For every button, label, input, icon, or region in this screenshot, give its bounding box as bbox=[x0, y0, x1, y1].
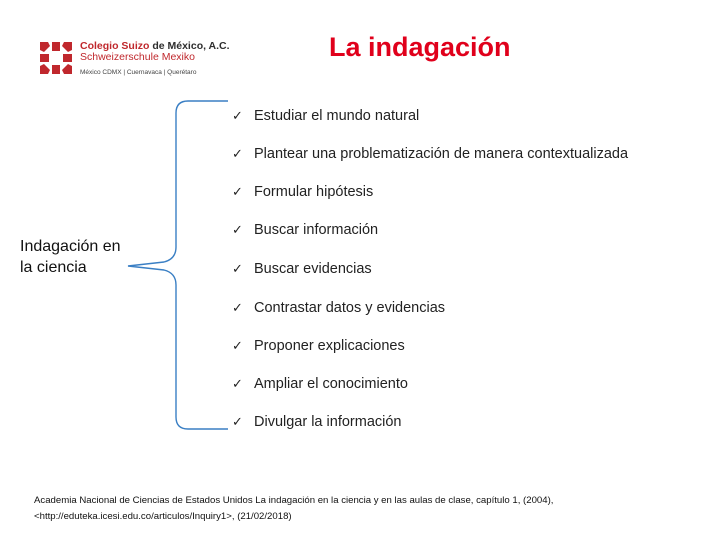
checkmark-icon: ✓ bbox=[232, 300, 243, 315]
checkmark-icon: ✓ bbox=[232, 338, 243, 353]
list-item-text: Buscar información bbox=[254, 222, 379, 238]
side-label: Indagación en la ciencia bbox=[20, 238, 121, 276]
list-item-text: Proponer explicaciones bbox=[254, 338, 405, 354]
checkmark-icon: ✓ bbox=[232, 414, 243, 429]
list-item bbox=[232, 146, 628, 162]
list-item bbox=[232, 108, 419, 124]
list-item bbox=[232, 414, 401, 430]
citation-line-1: Academia Nacional de Ciencias de Estados Unidos La indagación en la ciencia y en las aulas de clase, capítulo 1, (2004), bbox=[34, 495, 554, 506]
citation bbox=[34, 493, 684, 525]
citation-line-2: <http://eduteka.icesi.edu.co/articulos/Inquiry1>, (21/02/2018) bbox=[34, 511, 292, 522]
checkmark-icon: ✓ bbox=[232, 261, 243, 276]
checkmark-icon: ✓ bbox=[232, 376, 243, 391]
checkmark-icon: ✓ bbox=[232, 222, 243, 237]
checkmark-icon: ✓ bbox=[232, 146, 243, 161]
list-item bbox=[232, 184, 373, 200]
slide-title: La indagación bbox=[329, 32, 511, 62]
list-item bbox=[232, 376, 408, 392]
list-item-text: Divulgar la información bbox=[254, 414, 402, 430]
list-item bbox=[232, 222, 378, 238]
list-item bbox=[232, 338, 405, 354]
checkmark-icon: ✓ bbox=[232, 108, 243, 123]
list-item-text: Plantear una problematización de manera contextualizada bbox=[254, 146, 629, 162]
list-item-text: Formular hipótesis bbox=[254, 184, 374, 200]
list-item-text: Contrastar datos y evidencias bbox=[254, 300, 446, 316]
logo-locations: México CDMX | Cuernavaca | Querétaro bbox=[80, 69, 197, 76]
list-item-text: Buscar evidencias bbox=[254, 261, 372, 277]
logo-name-part2: de México, A.C. bbox=[149, 40, 230, 52]
logo-german-name: Schweizerschule Mexiko bbox=[80, 51, 195, 63]
list-item-text: Ampliar el conocimiento bbox=[254, 376, 408, 392]
logo-name-part1: Colegio Suizo bbox=[80, 40, 150, 52]
list-item bbox=[232, 300, 445, 316]
list-item bbox=[232, 261, 372, 277]
list-item-text: Estudiar el mundo natural bbox=[254, 108, 420, 124]
checkmark-icon: ✓ bbox=[232, 184, 243, 199]
